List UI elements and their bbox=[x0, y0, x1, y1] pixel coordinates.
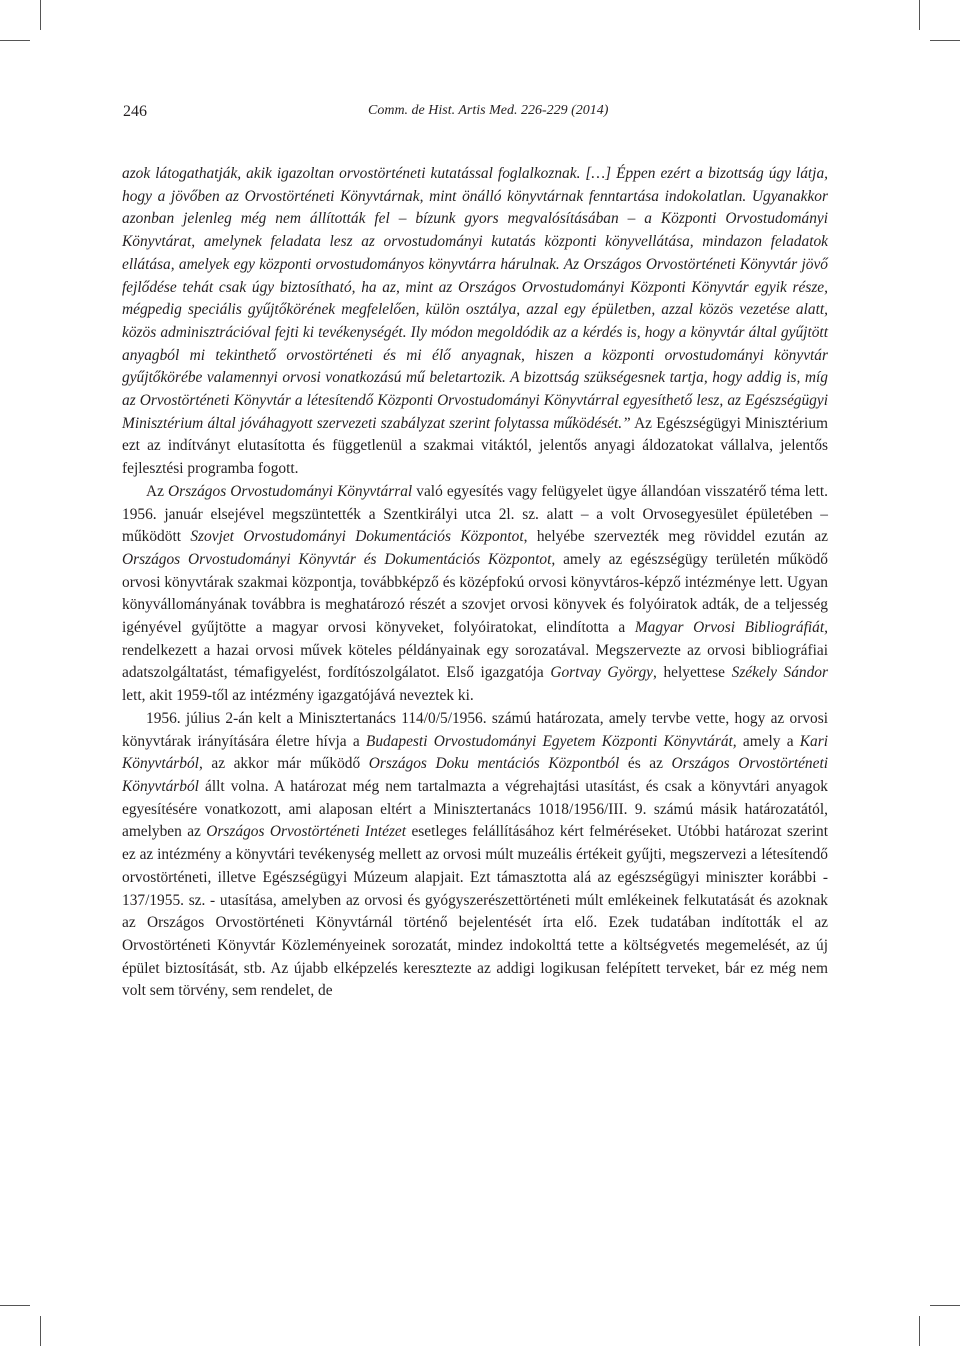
text-run: 1956. július 2-án kelt a Minisztertanács 114/0/5/1956. számú határozata, amely tervbe vette, hogy az orvosi könyvtárak irányítására életre hívja a bbox=[122, 709, 828, 750]
crop-mark-bottom-right bbox=[919, 1316, 920, 1346]
crop-mark-top-left bbox=[40, 0, 41, 30]
text-run: Az Egészségügyi Minisztérium ezt az indítványt elutasította és függetlenül a szakmai vitáktól, jelentős anyagi áldozatokat vállalva, jelentős fejlesztési programba fogott. bbox=[122, 414, 828, 478]
crop-mark-bottom-left bbox=[40, 1316, 41, 1346]
italic-text: Szovjet Orvostudományi Dokumentációs Központot bbox=[190, 528, 524, 546]
crop-mark-top-right bbox=[919, 0, 920, 30]
text-run: amely az egészségügy területén működő orvosi könyvtárak szakmai központja, továbbképző és középfokú orvosi könyvtáros-képző intézménye lett. Ugyan könyvállományának továbbra is meghatározó részét a szovjet orvosi könyvek és folyóiratok adták, de a teljesség igényével gyűjtötte a magyar orvosi könyveket, folyóiratokat, elindította a bbox=[122, 550, 828, 637]
italic-text: Kari Könyvtárból bbox=[122, 732, 828, 773]
text-run: esetleges felállításához kért felméréseket. Utóbbi határozat szerint ez az intézmény a könyvtári tevékenység mellett az orvosi múlt muzeális értékeit gyűjti, megszervezi a létesítendő orvostörténeti, illetve Egészségügyi Múzeum alapjait. Ezt támasztotta alá az egészségügyi miniszter korábbi - 137/1955. sz. - utasítása, amelyben az orvosi és gyógyszerészettörténeti múlt emlékeinek felkutatását és azoknak az Országos Orvostörténeti Könyvtárnál történő bejelentését írta elő. Ezek tudatában indították el az Orvostörténeti Könyvtár Közleményeinek sorozatát, mindez indokolttá tette a költségvetés megemelését, az új épület biztosítását, stb. Az újabb elképzelés keresztezte az addigi logikusan felépített terveket, bár ez még nem volt sem törvény, sem rendelet, de bbox=[122, 823, 828, 1000]
paragraph-1 bbox=[122, 163, 828, 481]
text-run: állt volna. A határozat még nem tartalmazta a végrehajtási utasítást, és csak a könyvtári anyagok egyesítésére vonatkozott, ami alaposan eltért a Minisztertanács 1018/1956/III. 9. számú másik határozatától, amelyben az bbox=[122, 777, 828, 841]
italic-text: Országos Orvostudományi Könyvtár és Dokumentációs Központot, bbox=[122, 550, 556, 568]
italic-text: Székely Sándor bbox=[731, 664, 828, 682]
body-text bbox=[122, 163, 828, 1003]
italic-text: Országos Orvostudományi Könyvtárral bbox=[168, 482, 413, 500]
text-run: rendelkezett a hazai orvosi művek köteles példányainak egy sorozatával. Megszervezte az orvosi bibliográfiai adatszolgáltatást, témafigyelést, fordítószolgálatot. Első igazgatója bbox=[122, 641, 828, 682]
crop-mark-bottom-right-h bbox=[930, 1305, 960, 1306]
text-run: való egyesítés vagy felügyelet ügye állandóan visszatérő téma lett. 1956. január elsejével megszüntették a Szentkirályi utca 2l. sz. alatt – a volt Orvosegyesület épületében – működött bbox=[122, 482, 828, 546]
page-number: 246 bbox=[123, 103, 147, 120]
italic-text: Magyar Orvosi Bibliográfiát, bbox=[634, 619, 828, 637]
text-run: lett, akit 1959-től az intézmény igazgatójává neveztek ki. bbox=[122, 687, 474, 705]
running-head: Comm. de Hist. Artis Med. 226-229 (2014) bbox=[368, 103, 609, 118]
italic-text: Gortvay György bbox=[550, 664, 654, 682]
crop-mark-bottom-left-h bbox=[0, 1305, 30, 1306]
italic-text: Budapesti Orvostudományi Egyetem Központi Könyvtárát, bbox=[365, 732, 737, 750]
text-run: és az bbox=[619, 755, 672, 773]
text-run: Az bbox=[146, 482, 169, 500]
paragraph-3 bbox=[122, 708, 828, 1003]
paragraph-2 bbox=[122, 481, 828, 708]
italic-text: Országos Orvostörténeti Intézet bbox=[206, 823, 407, 841]
text-run: , az akkor már működő bbox=[198, 755, 369, 773]
text-run: , helyébe szervezték meg röviddel ezután az bbox=[523, 528, 828, 546]
text-run: , helyettese bbox=[653, 664, 732, 682]
text-run: amely a bbox=[736, 732, 800, 750]
italic-text: Országos Doku mentációs Központból bbox=[368, 755, 620, 773]
italic-text: azok látogathatják, akik igazoltan orvostörténeti kutatással foglalkoznak. […] Éppen ezért a bizottság úgy látja, hogy a jövőben az Orvostörténeti Könyvtárnak, mint önálló könyvtárnak fenntartása indokolatlan. Ugyanakkor azonban jelenleg még nem állították fel – bízunk gyors megvalósításában – a Központi Orvostudományi Könyvtárat, amelynek feladata lesz az orvostudományi kutatás központi könyvellátása, mindazon feladatok ellátása, amelyek egy központi orvostudományos könyvtárra hárulnak. Az Országos Orvostörténeti Könyvtár jövő fejlődése tehát csak úgy biztosítható, ha az, mint az Országos Orvostudományi Központi Könyvtár egyik része, mégpedig speciális gyűjtőkörének megfelelően, külön osztálya, azzal egy épületben, azzal közös vezetése alatt, közös adminisztrációval fejti ki tevékenységét. Ily módon megoldódik az a kérdés is, hogy a könyvtár által gyűjtött anyagból mi tekinthető orvostörténeti és mi élő anyagnak, hiszen a központi orvostudományi könyvtár gyűjtőkörébe valamennyi orvosi vonatkozású mű beletartozik. A bizottság szükségesnek tartja, hogy addig is, míg az Orvostörténeti Könyvtár a létesítendő Központi Orvostudományi Könyvtárral egyesíthető lesz, az Egészségügyi Minisztérium által jóváhagyott szervezeti szabályzat szerint folytassa működését.” bbox=[122, 165, 828, 432]
crop-mark-top-left-h bbox=[0, 40, 30, 41]
italic-text: Országos Orvostörténeti Könyvtárból bbox=[122, 755, 829, 795]
crop-mark-top-right-h bbox=[930, 40, 960, 41]
